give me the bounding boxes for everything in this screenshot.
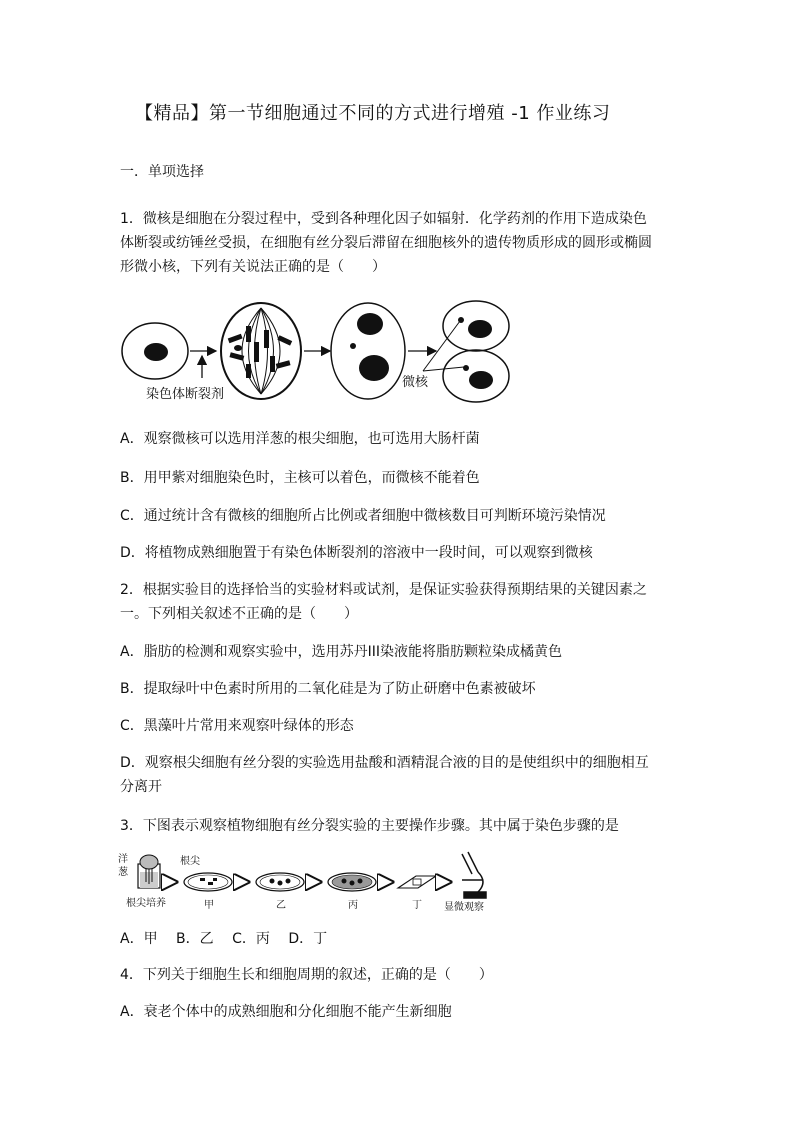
dividing-cell <box>221 303 301 399</box>
jia-label: 甲 <box>204 900 214 911</box>
q2-stem-line-1: 2．根据实验目的选择恰当的实验材料或试剂，是保证实验获得预期结果的关键因素之 <box>120 582 647 598</box>
q3-option-b: B．乙 <box>176 931 214 947</box>
q3-option-d: D．丁 <box>288 931 328 947</box>
q2-option-b: B．提取绿叶中色素时所用的二氧化硅是为了防止研磨中色素被破坏 <box>120 681 536 697</box>
q3-option-a: A．甲 <box>120 931 158 947</box>
q2-option-a: A．脂肪的检测和观察实验中，选用苏丹III染液能将脂肪颗粒染成橘黄色 <box>120 644 562 660</box>
yi-label: 乙 <box>276 900 286 911</box>
q1-option-d: D．将植物成熟细胞置于有染色体断裂剂的溶液中一段时间，可以观察到微核 <box>120 545 593 561</box>
onion-label-1: 洋 <box>118 854 128 865</box>
agent-label: 染色体断裂剂 <box>146 387 225 402</box>
onion-label-2: 葱 <box>118 867 128 878</box>
micronucleus-label: 微核 <box>402 375 429 390</box>
bing-label: 丙 <box>348 900 358 911</box>
q1-stem-line-1: 1．微核是细胞在分裂过程中，受到各种理化因子如辐射．化学药剂的作用下造成染色 <box>120 211 647 227</box>
q2-option-d-line-1: D．观察根尖细胞有丝分裂的实验选用盐酸和酒精混合液的目的是使组织中的细胞相互 <box>120 755 649 771</box>
microscope-icon <box>462 852 486 898</box>
q1-micronucleus-figure <box>118 296 538 406</box>
microscope-label: 显微观察 <box>444 902 484 913</box>
micronucleus-pointer <box>423 321 460 371</box>
dish-bing <box>328 873 376 891</box>
q2-option-c: C．黑藻叶片常用来观察叶绿体的形态 <box>120 718 354 734</box>
q4-option-a: A．衰老个体中的成熟细胞和分化细胞不能产生新细胞 <box>120 1004 452 1020</box>
q1-stem-line-2: 体断裂或纺锤丝受损，在细胞有丝分裂后滞留在细胞核外的遗传物质形成的圆形或椭圆 <box>120 235 652 251</box>
q3-steps-figure <box>116 850 496 920</box>
root-tip-label: 根尖 <box>180 856 200 867</box>
q1-option-b: B．用甲紫对细胞染色时，主核可以着色，而微核不能着色 <box>120 470 480 486</box>
section-heading: 一．单项选择 <box>120 164 204 180</box>
chromosomes <box>228 326 292 378</box>
spindle <box>242 308 280 394</box>
q3-stem: 3．下图表示观察植物细胞有丝分裂实验的主要操作步骤。其中属于染色步骤的是 <box>120 818 619 834</box>
q1-option-a: A．观察微核可以选用洋葱的根尖细胞，也可选用大肠杆菌 <box>120 431 480 447</box>
slide-ding <box>398 876 436 888</box>
culture-label: 根尖培养 <box>126 898 166 909</box>
q1-option-c: C．通过统计含有微核的细胞所占比例或者细胞中微核数目可判断环境污染情况 <box>120 508 606 524</box>
q2-option-d-line-2: 分离开 <box>120 779 162 795</box>
ding-label: 丁 <box>412 900 422 911</box>
dish-yi <box>256 873 304 891</box>
onion-beaker-icon <box>138 855 160 888</box>
dish-jia <box>184 873 232 891</box>
q4-stem: 4．下列关于细胞生长和细胞周期的叙述，正确的是（ ） <box>120 967 493 983</box>
q3-options <box>120 929 341 949</box>
page-title: 【精品】第一节细胞通过不同的方式进行增殖 -1 作业练习 <box>135 103 611 124</box>
q2-stem-line-2: 一。下列相关叙述不正确的是（ ） <box>120 606 358 622</box>
nucleus <box>144 343 168 361</box>
q3-option-c: C．丙 <box>232 931 270 947</box>
q1-stem-line-3: 形微小核，下列有关说法正确的是（ ） <box>120 259 386 275</box>
